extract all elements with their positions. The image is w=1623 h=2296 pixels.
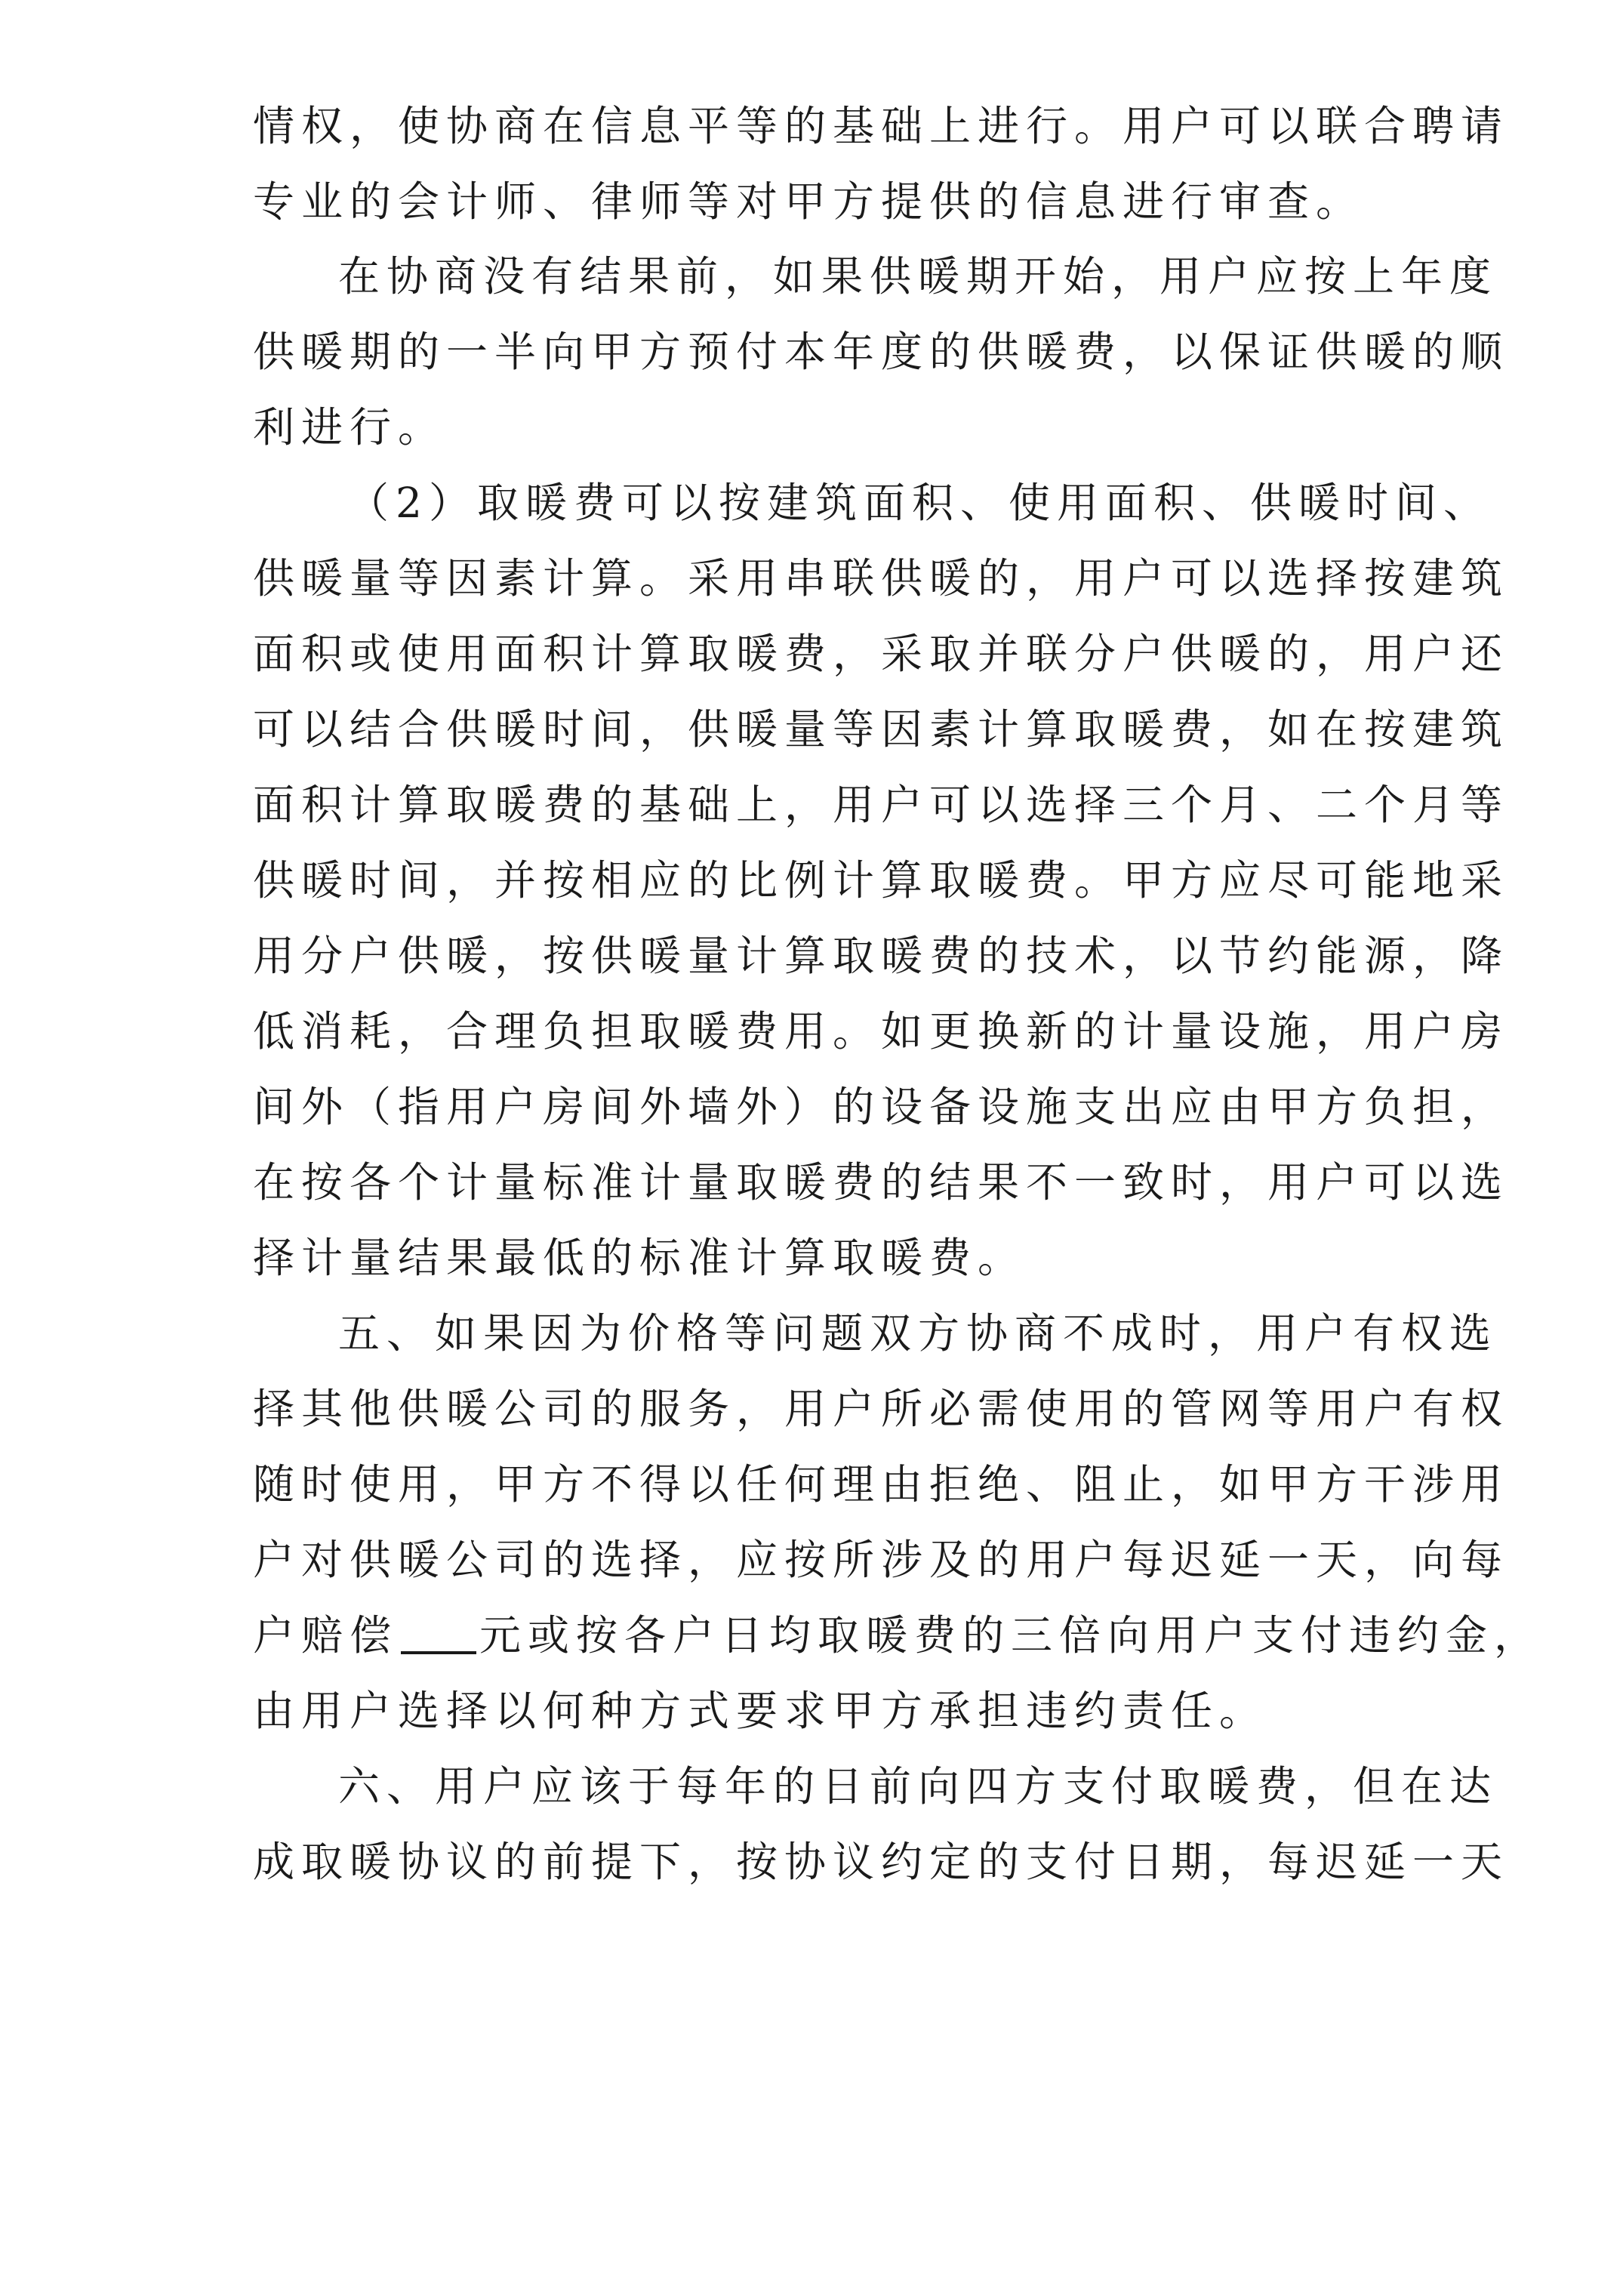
text-line: 在按各个计量标准计量取暖费的结果不一致时，用户可以选	[253, 1158, 1510, 1207]
text-line: 供暖量等因素计算。采用串联供暖的，用户可以选择按建筑	[253, 554, 1510, 603]
text-line: 面积计算取暖费的基础上，用户可以选择三个月、二个月等	[253, 781, 1510, 829]
text-line: 用分户供暖，按供暖量计算取暖费的技术，以节约能源，降	[253, 932, 1510, 980]
text-line: 间外（指用户房间外墙外）的设备设施支出应由甲方负担，	[253, 1083, 1510, 1131]
paragraph-start-line: 六、用户应该于每年的日前向四方支付取暖费，但在达	[338, 1762, 1498, 1811]
text-line: 户对供暖公司的选择，应按所涉及的用户每迟延一天，向每	[253, 1536, 1510, 1584]
text-line: 低消耗，合理负担取暖费用。如更换新的计量设施，用户房	[253, 1007, 1510, 1056]
text-line: 面积或使用面积计算取暖费，采取并联分户供暖的，用户还	[253, 630, 1510, 678]
text-line: 成取暖协议的前提下，按协议约定的支付日期，每迟延一天	[253, 1838, 1510, 1886]
paragraph-start-line: 在协商没有结果前，如果供暖期开始，用户应按上年度	[338, 252, 1498, 300]
paragraph-start-line: 五、如果因为价格等问题双方协商不成时，用户有权选	[338, 1309, 1498, 1358]
fill-in-blank	[401, 1648, 476, 1654]
text-segment: 户赔偿	[253, 1611, 399, 1660]
text-line: 供暖期的一半向甲方预付本年度的供暖费，以保证供暖的顺	[253, 328, 1510, 376]
text-line-with-blank	[253, 1598, 1543, 1673]
text-line: 择其他供暖公司的服务，用户所必需使用的管网等用户有权	[253, 1385, 1510, 1433]
text-line: 供暖时间，并按相应的比例计算取暖费。甲方应尽可能地采	[253, 856, 1510, 905]
text-segment: 元或按各户日均取暖费的三倍向用户支付违约金，	[479, 1611, 1543, 1660]
text-line: 可以结合供暖时间，供暖量等因素计算取暖费，如在按建筑	[253, 705, 1510, 754]
text-line: 专业的会计师、律师等对甲方提供的信息进行审查。	[253, 177, 1365, 226]
text-line: 由用户选择以何种方式要求甲方承担违约责任。	[253, 1687, 1268, 1735]
text-line: 利进行。	[253, 403, 447, 451]
text-line: 情权，使协商在信息平等的基础上进行。用户可以联合聘请	[253, 102, 1510, 150]
paragraph-start-line: （2）取暖费可以按建筑面积、使用面积、供暖时间、	[347, 479, 1492, 527]
text-line: 择计量结果最低的标准计算取暖费。	[253, 1234, 1027, 1282]
text-line: 随时使用，甲方不得以任何理由拒绝、阻止，如甲方干涉用	[253, 1460, 1510, 1509]
